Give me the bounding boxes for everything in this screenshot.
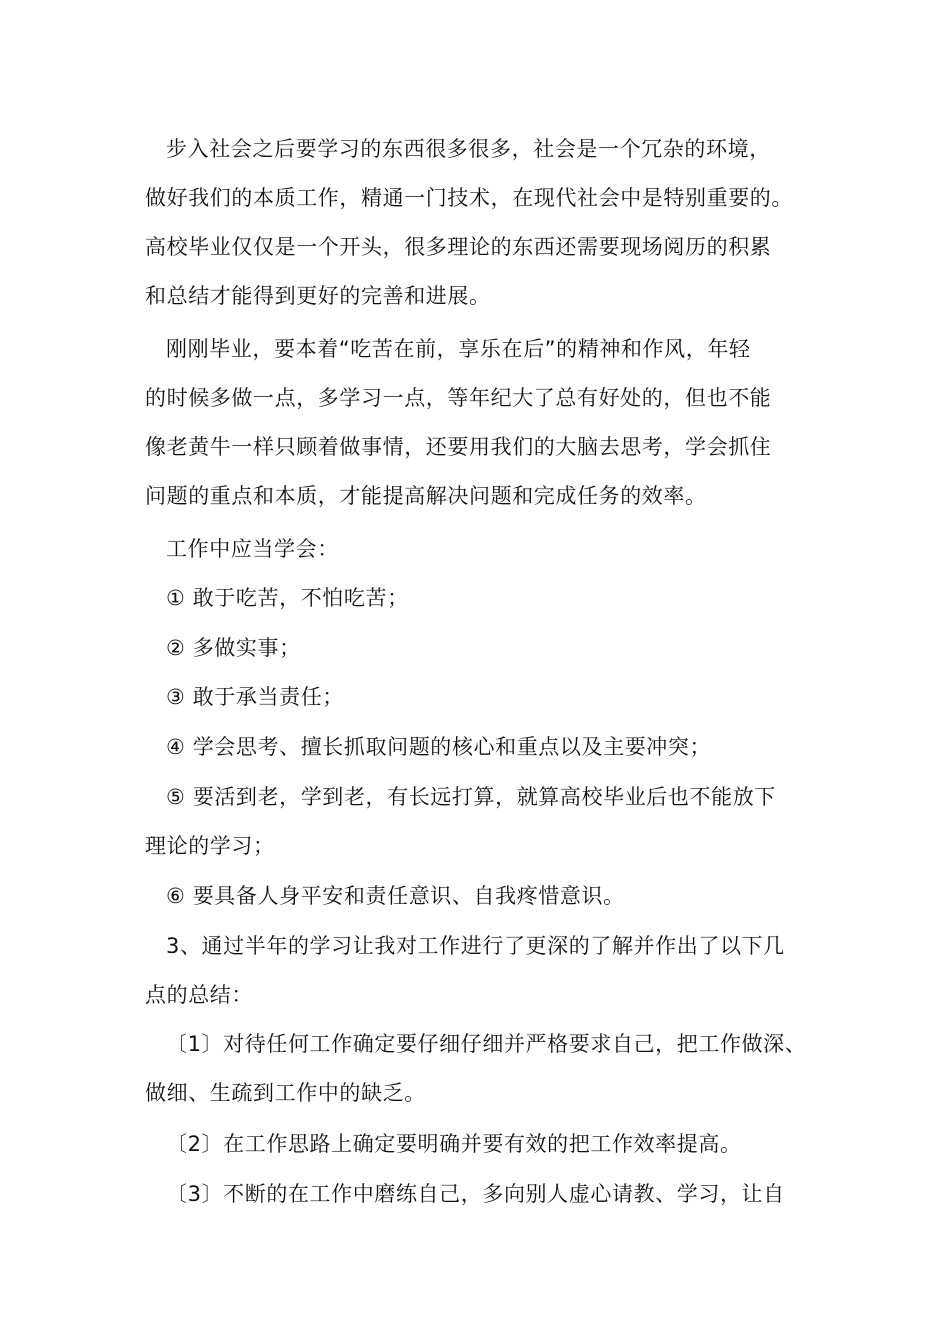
list-item-line: ② 多做实事； — [166, 636, 301, 660]
paragraph-line: 高校毕业仅仅是一个开头，很多理论的东西还需要现场阅历的积累 — [145, 235, 772, 259]
list-item-line: ⑤ 要活到老，学到老，有长远打算，就算高校毕业后也不能放下 — [166, 785, 776, 809]
list-item-line: 理论的学习； — [145, 834, 275, 858]
list-item-line: ④ 学会思考、擅长抓取问题的核心和重点以及主要冲突； — [166, 735, 712, 759]
list-item-6 — [145, 872, 825, 921]
paragraph-line: 刚刚毕业，要本着“吃苦在前，享乐在后”的精神和作风，年轻 — [166, 337, 751, 361]
list-item-line: ③ 敢于承当责任； — [166, 685, 344, 709]
paragraph-line: 工作中应当学会： — [166, 537, 339, 561]
summary-item-1 — [145, 1020, 825, 1118]
paragraph-line: 像老黄牛一样只顾着做事情，还要用我们的大脑去思考，学会抓住 — [145, 435, 772, 459]
paragraph-graduate-attitude — [145, 325, 825, 521]
list-item-line: ① 敢于吃苦，不怕吃苦； — [166, 586, 409, 610]
summary-item-3 — [145, 1170, 825, 1219]
paragraph-line: 和总结才能得到更好的完善和进展。 — [145, 284, 491, 308]
list-item-line: ⑥ 要具备人身平安和责任意识、自我疼惜意识。 — [166, 884, 625, 908]
list-item-2 — [145, 624, 825, 673]
paragraph-line: 3、通过半年的学习让我对工作进行了更深的了解并作出了以下几 — [166, 934, 785, 958]
summary-item-2 — [145, 1120, 825, 1169]
paragraph-work-lessons-heading — [145, 525, 825, 574]
paragraph-section-3 — [145, 922, 825, 1020]
paragraph-line: 点的总结： — [145, 983, 253, 1007]
summary-item-line: 〔3〕不断的在工作中磨练自己，多向别人虚心请教、学习，让自 — [166, 1182, 785, 1206]
summary-item-line: 〔2〕在工作思路上确定要明确并要有效的把工作效率提高。 — [166, 1132, 742, 1156]
list-item-4 — [145, 723, 825, 772]
list-item-1 — [145, 574, 825, 623]
summary-item-line: 做细、生疏到工作中的缺乏。 — [145, 1081, 426, 1105]
list-item-3 — [145, 673, 825, 722]
paragraph-line: 问题的重点和本质，才能提高解决问题和完成任务的效率。 — [145, 484, 707, 508]
paragraph-line: 步入社会之后要学习的东西很多很多，社会是一个冗杂的环境， — [166, 137, 771, 161]
paragraph-line: 的时候多做一点，多学习一点，等年纪大了总有好处的，但也不能 — [145, 386, 772, 410]
list-item-5 — [145, 773, 825, 871]
paragraph-line: 做好我们的本质工作，精通一门技术，在现代社会中是特别重要的。 — [145, 186, 793, 210]
paragraph-society-learning — [145, 125, 825, 321]
summary-item-line: 〔1〕对待任何工作确定要仔细仔细并严格要求自己，把工作做深、 — [166, 1032, 807, 1056]
